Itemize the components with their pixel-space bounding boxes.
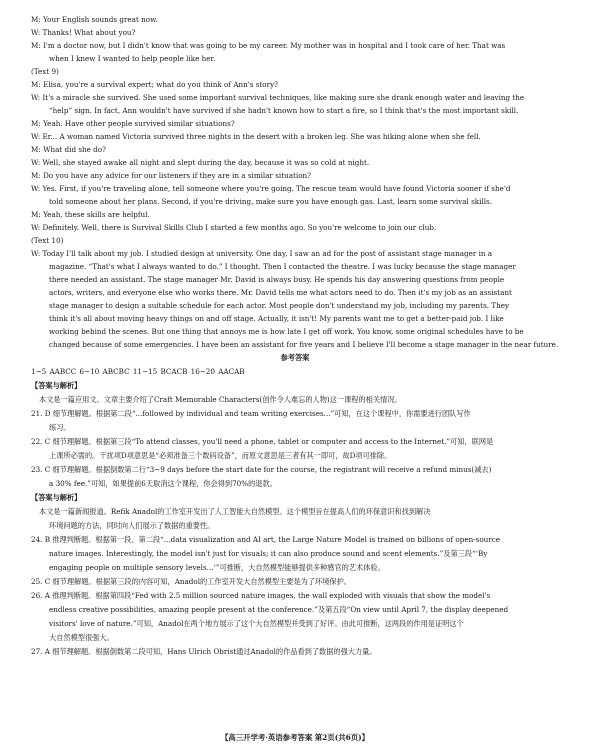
dialogue-line: “help” sign. In fact, Ann wouldn't have survived if she hadn't known how to start a fire, so I think that's the most important skill. <box>49 106 519 115</box>
dialogue-line: M: Do you have any advice for our listeners if they are in a similar situation? <box>31 171 312 180</box>
monologue-line: W: Today I'll talk about my job. I studied design at university. One day, I saw an ad for the post of assistant stage manager in a <box>31 249 493 258</box>
dialogue-line: W: Er... A woman named Victoria survived three nights in the desert with a broken leg. She was hiking alone when she fell. <box>31 132 481 141</box>
answer-key-heading: 参考答案 <box>280 353 310 362</box>
explanation-line: 24. B 推理判断题。根据第一段、第二段“...data visualization and AI art, the Large Nature Model is trained on billions of open-source <box>31 535 500 544</box>
dialogue-line: M: Yeah, these skills are helpful. <box>31 210 150 219</box>
dialogue-line: W: Thanks! What about you? <box>31 28 136 37</box>
explanation-line: a 30% fee.”可知，如果提前6天取消这个课程，你会得到70%的退款。 <box>49 479 277 488</box>
dialogue-line: M: Elisa, you're a survival expert; what do you think of Ann's story? <box>31 80 278 89</box>
dialogue-line: M: What did she do? <box>31 145 106 154</box>
explanation-line: 练习。 <box>49 423 71 432</box>
explanation-line: 22. C 细节理解题。根据第三段“To attend classes, you'll need a phone, tablet or computer and access to the Internet.”可知，联网是 <box>31 437 494 446</box>
explanation-line: 大自然模型很强大。 <box>49 633 114 642</box>
explanation-line: visitors' love of nature.”可知，Anadol在两个地方展示了这个大自然模型并受到了好评。由此可推断，这两段的作用是证明这个 <box>49 619 464 628</box>
section-label: (Text 10) <box>31 236 64 245</box>
section-heading: 【答案与解析】 <box>31 381 82 390</box>
explanation-line: 27. A 细节理解题。根据倒数第二段可知，Hans Ulrich Obrist通过Anadol的作品看到了数据的强大力量。 <box>31 647 377 656</box>
dialogue-line: when I knew I wanted to help people like her. <box>49 54 216 63</box>
explanation-line: 25. C 细节理解题。根据第三段的内容可知，Anadol的工作室开发大自然模型主要是为了环境保护。 <box>31 577 351 586</box>
section-label: (Text 9) <box>31 67 59 76</box>
explanation-line: 本文是一篇新闻报道。Refik Anadol的工作室开发出了人工智能大自然模型。这个模型旨在提高人们的环保意识和找到解决 <box>39 507 431 516</box>
page-footer: 【高三开学考·英语参考答案 第2页(共6页)】 <box>220 733 370 742</box>
explanation-line: 上课所必需的。干扰项D项意思是“必须准备三个数码设备”，而原文意思是三者有其一即可，故D项可排除。 <box>49 451 392 460</box>
monologue-line: magazine. “That's what I always wanted to do.” I thought. Then I contacted the theatre. I was lucky because the stage manager <box>49 262 516 271</box>
monologue-line: actors, writers, and everyone else who works there. Mr. David tells me what actors need to do. Then it's my job as an assistant <box>49 288 512 297</box>
section-heading: 【答案与解析】 <box>31 493 82 502</box>
explanation-line: 21. D 细节理解题。根据第二段“...followed by individual and team writing exercises...”可知，在这个课程中，你需要进行团队写作 <box>31 409 471 418</box>
monologue-line: stage manager to design a suitable schedule for each actor. Most people don't understand my job, including my parents. They <box>49 301 510 310</box>
explanation-line: engaging people on multiple sensory levels...’”可推断，大自然模型能够提供多种感官的艺术体验。 <box>49 563 385 572</box>
dialogue-line: W: Well, she stayed awake all night and slept during the day, because it was so cold at night. <box>31 158 370 167</box>
dialogue-line: W: Yes. First, if you're traveling alone, tell someone where you're going. The rescue team would have found Victoria sooner if she'd <box>31 184 511 193</box>
explanation-line: nature images. Interestingly, the model isn't just for visuals; it can also produce sound and scent elements.”及第三段“‘By <box>49 549 488 558</box>
monologue-line: changed because of some emergencies. I have been an assistant for five years and I believe I'll become a stage manager in the near future. <box>49 340 559 349</box>
dialogue-line: W: Definitely. Well, there is Survival Skills Club I started a few months ago. So you're welcome to join our club. <box>31 223 437 232</box>
answer-list: 1~5 AABCC 6~10 ABCBC 11~15 BCACB 16~20 AACAB <box>31 367 245 376</box>
explanation-line: 环境问题的方法，同时向人们展示了数据的重要性。 <box>49 521 215 530</box>
dialogue-line: M: Your English sounds great now. <box>31 15 158 24</box>
monologue-line: think it's all about moving heavy things on and off stage. Actually, it isn't! My parents want me to get a better-paid job. I like <box>49 314 504 323</box>
monologue-line: working behind the scenes. But one thing that annoys me is how late I get off work. You know, some original schedules have to be <box>49 327 524 336</box>
dialogue-line: M: Yeah. Have other people survived similar situations? <box>31 119 235 128</box>
dialogue-line: W: It's a miracle she survived. She used some important survival techniques, like making sure she drank enough water and leaving the <box>31 93 525 102</box>
monologue-line: there needed an assistant. The stage manager Mr. David is always busy. He spends his day answering questions from people <box>49 275 505 284</box>
explanation-line: 26. A 推理判断题。根据第四段“Fed with 2.5 million sourced nature images, the wall exploded with visuals that show the model's <box>31 591 491 600</box>
explanation-line: 23. C 细节理解题。根据倒数第二行“3~9 days before the start date for the course, the registrant will receive a refund minus(减去) <box>31 465 492 474</box>
explanation-line: endless creative possibilities, amazing people present at the conference.”及第五段“On view until April 7, the display deepened <box>49 605 509 614</box>
explanation-line: 本文是一篇应用文。文章主要介绍了Craft Memorable Characters(创作令人难忘的人物)这一课程的相关情况。 <box>39 395 402 404</box>
dialogue-line: told someone about her plans. Second, if you're driving, make sure you have enough gas. Last, learn some survival skills. <box>49 197 493 206</box>
dialogue-line: M: I'm a doctor now, but I didn't know that was going to be my career. My mother was in hospital and I took care of her. That was <box>31 41 506 50</box>
